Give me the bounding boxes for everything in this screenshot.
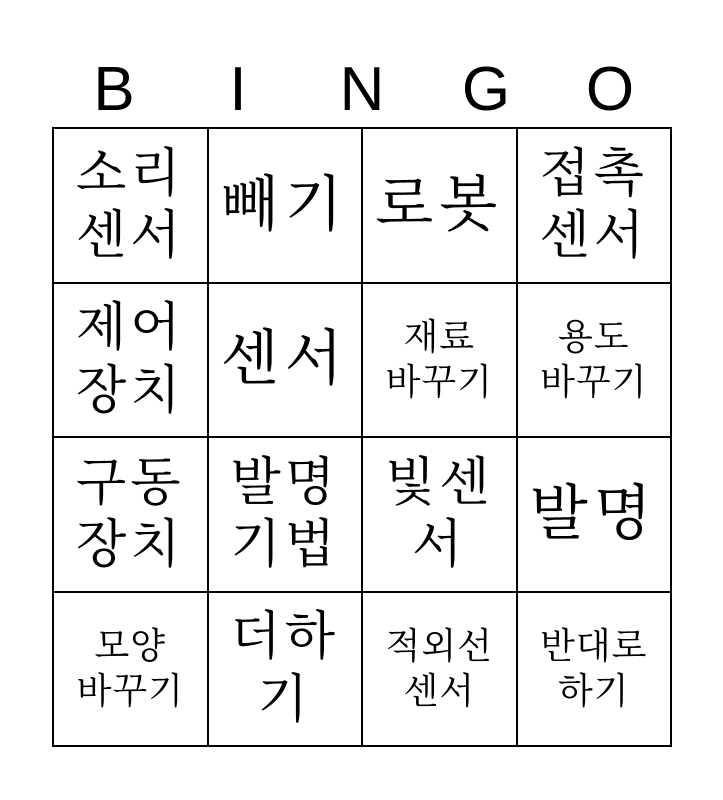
header-letter-g: G <box>461 54 511 124</box>
cell-label: 소리 센서 <box>76 143 185 267</box>
cell-label: 반대로 하기 <box>540 625 648 712</box>
bingo-cell[interactable] <box>208 283 363 438</box>
header-letter-i: I <box>229 54 247 124</box>
bingo-cell[interactable] <box>362 128 517 283</box>
bingo-cell[interactable] <box>53 128 208 283</box>
bingo-cell[interactable] <box>208 128 363 283</box>
bingo-cell[interactable] <box>53 592 208 747</box>
bingo-cell[interactable] <box>517 592 672 747</box>
header-letter-o: O <box>585 54 635 124</box>
bingo-board <box>52 127 672 747</box>
cell-label: 적외선 센서 <box>385 625 493 712</box>
bingo-cell[interactable] <box>53 283 208 438</box>
header-letter-b: B <box>93 54 135 124</box>
bingo-cell[interactable] <box>362 437 517 592</box>
bingo-cell[interactable] <box>362 592 517 747</box>
bingo-cell[interactable] <box>208 592 363 747</box>
header-letter-n: N <box>339 54 385 124</box>
cell-label: 구동 장치 <box>76 452 185 576</box>
cell-label: 발명 <box>529 478 658 549</box>
bingo-header <box>52 52 672 127</box>
cell-label: 발명 기법 <box>230 452 339 576</box>
bingo-cell[interactable] <box>517 283 672 438</box>
cell-label: 더하 기 <box>230 607 339 730</box>
cell-label: 빼기 <box>220 169 349 240</box>
bingo-cell[interactable] <box>517 128 672 283</box>
cell-label: 용도 바꾸기 <box>540 316 648 403</box>
bingo-cell[interactable] <box>517 437 672 592</box>
cell-label: 모양 바꾸기 <box>76 625 184 712</box>
cell-label: 로봇 <box>375 169 504 240</box>
cell-label: 빛센 서 <box>385 452 494 576</box>
cell-label: 접촉 센서 <box>539 143 648 267</box>
cell-label: 제어 장치 <box>76 298 185 421</box>
cell-label: 재료 바꾸기 <box>385 316 493 403</box>
bingo-cell[interactable] <box>208 437 363 592</box>
bingo-cell[interactable] <box>53 437 208 592</box>
cell-label: 센서 <box>220 324 349 395</box>
bingo-cell[interactable] <box>362 283 517 438</box>
